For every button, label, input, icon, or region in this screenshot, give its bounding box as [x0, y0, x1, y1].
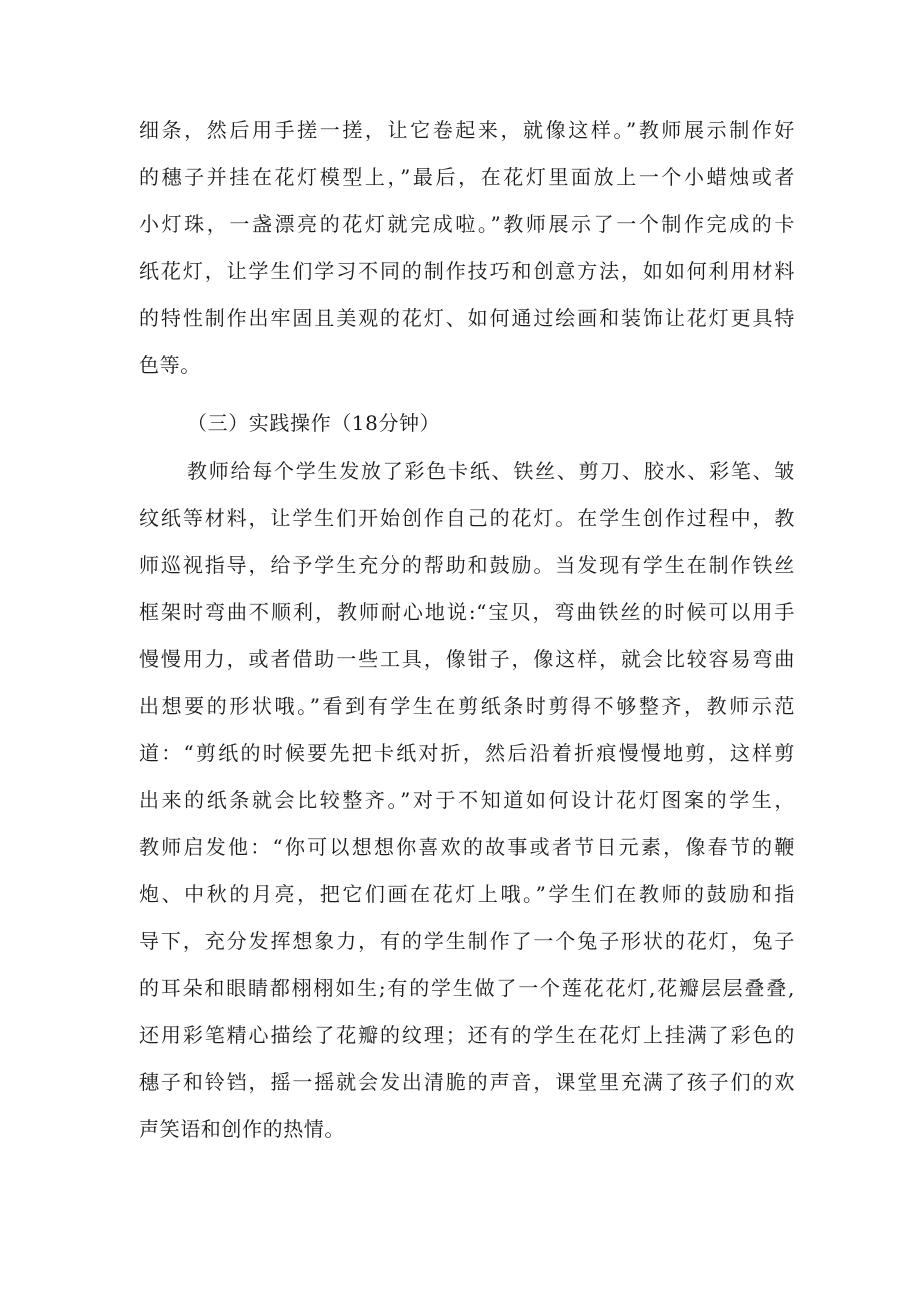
paragraph-2-line: 师巡视指导，给予学生充分的帮助和鼓励。当发现有学生在制作铁丝 — [139, 553, 795, 577]
paragraph-2-line: 道：“剪纸的时候要先把卡纸对折，然后沿着折痕慢慢地剪，这样剪 — [139, 741, 795, 765]
paragraph-2-line: 教师给每个学生发放了彩色卡纸、铁丝、剪刀、胶水、彩笔、皱 — [187, 459, 795, 483]
paragraph-1-line: 纸花灯，让学生们学习不同的制作技巧和创意方法，如如何利用材料 — [139, 259, 795, 283]
paragraph-2-line: 炮、中秋的月亮，把它们画在花灯上哦。”学生们在教师的鼓励和指 — [139, 882, 795, 906]
paragraph-2-line: 出来的纸条就会比较整齐。”对于不知道如何设计花灯图案的学生， — [139, 788, 795, 812]
paragraph-1-line: 小灯珠，一盏漂亮的花灯就完成啦。”教师展示了一个制作完成的卡 — [139, 212, 795, 236]
paragraph-1 — [139, 107, 795, 389]
paragraph-1-line: 的特性制作出牢固且美观的花灯、如何通过绘画和装饰让花灯更具特 — [139, 306, 795, 330]
paragraph-1-line: 色等。 — [139, 353, 201, 377]
paragraph-2-line: 声笑语和创作的热情。 — [139, 1117, 345, 1141]
paragraph-2-line: 慢慢用力，或者借助一些工具，像钳子，像这样，就会比较容易弯曲 — [139, 647, 795, 671]
paragraph-2-line: 的耳朵和眼睛都栩栩如生;有的学生做了一个莲花花灯,花瓣层层叠叠, — [139, 976, 795, 1000]
paragraph-2-line: 还用彩笔精心描绘了花瓣的纹理；还有的学生在花灯上挂满了彩色的 — [139, 1023, 795, 1047]
section-heading: （三）实践操作（18分钟） — [187, 411, 441, 435]
paragraph-2-line: 出想要的形状哦。”看到有学生在剪纸条时剪得不够整齐，教师示范 — [139, 694, 795, 718]
paragraph-2-line: 教师启发他：“你可以想想你喜欢的故事或者节日元素，像春节的鞭 — [139, 835, 795, 859]
paragraph-2-line: 穗子和铃铛，摇一摇就会发出清脆的声音，课堂里充满了孩子们的欢 — [139, 1070, 795, 1094]
paragraph-2 — [139, 448, 795, 1153]
paragraph-2-line: 框架时弯曲不顺利，教师耐心地说:“宝贝，弯曲铁丝的时候可以用手 — [139, 600, 795, 624]
paragraph-1-line: 细条，然后用手搓一搓，让它卷起来，就像这样。”教师展示制作好 — [139, 118, 795, 142]
paragraph-1-line: 的穗子并挂在花灯模型上，”最后，在花灯里面放上一个小蜡烛或者 — [139, 165, 795, 189]
section-heading-block — [139, 400, 795, 447]
paragraph-2-line: 导下，充分发挥想象力，有的学生制作了一个兔子形状的花灯，兔子 — [139, 929, 795, 953]
paragraph-2-line: 纹纸等材料，让学生们开始创作自己的花灯。在学生创作过程中，教 — [139, 506, 795, 530]
